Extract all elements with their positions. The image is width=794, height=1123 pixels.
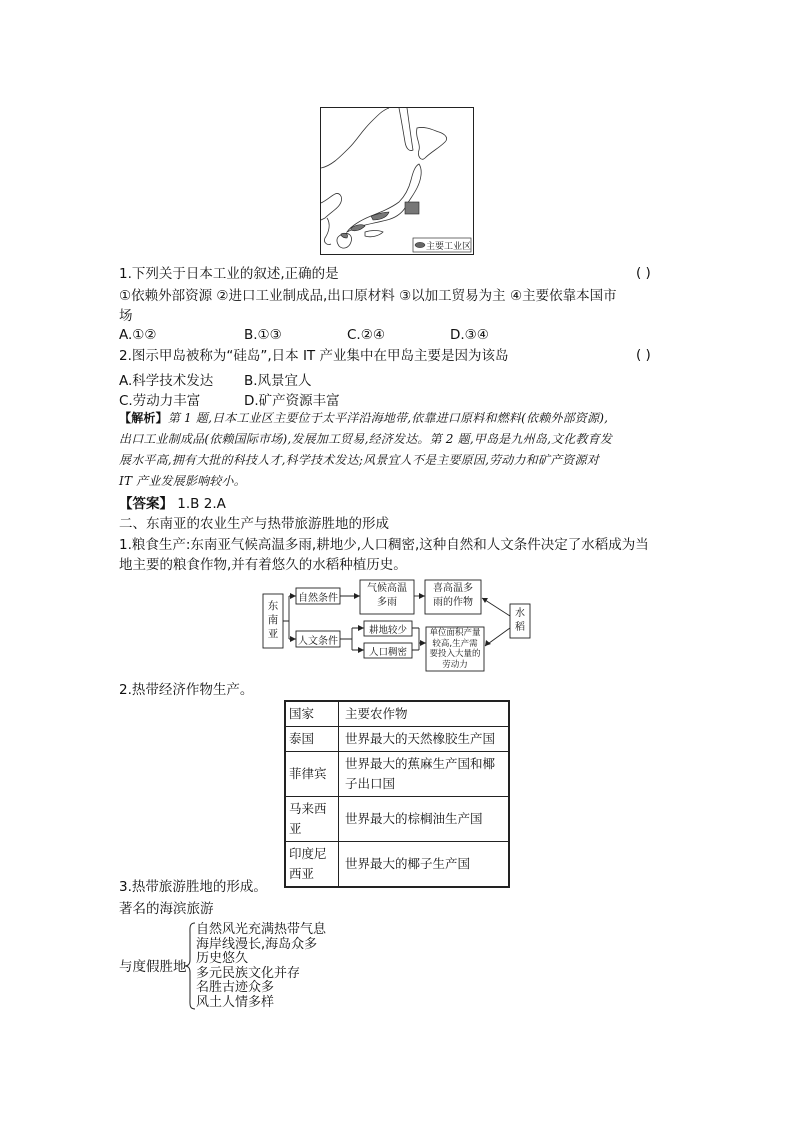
flow-human-conditions: 人文条件: [298, 636, 338, 647]
table-cell-crop: 世界最大的椰子生产国: [339, 842, 510, 888]
resort-feature-item: 多元民族文化并存: [196, 965, 301, 981]
resort-intro: 著名的海滨旅游: [119, 901, 214, 917]
q1-option-a: A.①②: [119, 327, 157, 343]
flow-land: 耕地较少: [368, 625, 407, 636]
flow-labor-line2: 较高,生产需: [432, 638, 478, 649]
flow-crop-line1: 喜高温多: [433, 583, 473, 594]
flow-region-char-1: 东: [267, 600, 279, 612]
japan-map: [320, 107, 474, 255]
table-header-row: [285, 701, 509, 727]
q2-option-d: D.矿产资源丰富: [244, 393, 340, 409]
q2-option-b: B.风景宜人: [244, 373, 312, 389]
flow-population: 人口稠密: [368, 647, 407, 658]
resort-features: [196, 923, 326, 1010]
flow-labor-line4: 劳动力: [442, 659, 468, 670]
flow-climate: [360, 582, 414, 610]
table-cell-country: 泰国: [285, 727, 339, 752]
resort-feature-item: 海岸线漫长,海岛众多: [196, 936, 318, 952]
table-row: [285, 752, 509, 797]
table-cell-country: 印度尼西亚: [285, 842, 339, 888]
flow-climate-line2: 多雨: [377, 597, 397, 608]
section2-p1-line1: 1.粮食生产:东南亚气候高温多雨,耕地少,人口稠密,这种自然和人文条件决定了水稻成为当: [119, 537, 649, 553]
resort-feature-item: 名胜古迹众多: [196, 980, 275, 995]
table-row: [285, 797, 509, 842]
flow-labor-line1: 单位面积产量: [429, 628, 481, 638]
analysis-line2: 出口工业制成品(依赖国际市场),发展加工贸易,经济发达。第 2 题,甲岛是九州岛,文化教育发: [119, 432, 613, 446]
flow-natural-conditions: 自然条件: [298, 593, 338, 604]
resort-brace: [184, 922, 196, 1010]
resort-feature-item: 风土人情多样: [196, 994, 275, 1010]
answer-line: [119, 495, 226, 513]
flow-rice-char-1: 水: [515, 608, 525, 619]
japan-map-drawing: [321, 108, 473, 254]
q2-option-c: C.劳动力丰富: [119, 393, 201, 409]
q1-stem: 1.下列关于日本工业的叙述,正确的是: [119, 266, 339, 282]
section2-p2: 2.热带经济作物生产。: [119, 682, 254, 698]
flow-labor: [426, 628, 484, 670]
flow-labor-line3: 要投入大量的: [429, 649, 481, 659]
flow-region-char-3: 亚: [267, 628, 279, 640]
table-cell-crop: 世界最大的蕉麻生产国和椰子出口国: [339, 752, 510, 797]
flow-rice-char-2: 稻: [515, 622, 525, 633]
table-header-crop: 主要农作物: [339, 701, 510, 727]
flow-crop-line2: 雨的作物: [433, 597, 473, 608]
table-cell-crop: 世界最大的天然橡胶生产国: [339, 727, 510, 752]
analysis-block: [119, 408, 679, 492]
q1-statements-line1: ①依赖外部资源 ②进口工业制成品,出口原材料 ③以加工贸易为主 ④主要依靠本国市: [119, 288, 617, 304]
table-row: [285, 727, 509, 752]
analysis-label: 【解析】: [119, 411, 168, 425]
section2-p1-line2: 地主要的粮食作物,并有着悠久的水稻种植历史。: [119, 557, 407, 573]
table-cell-crop: 世界最大的棕榈油生产国: [339, 797, 510, 842]
rice-flowchart: [262, 576, 532, 672]
table-cell-country: 菲律宾: [285, 752, 339, 797]
q1-statements-line2: 场: [119, 308, 133, 324]
flow-climate-line1: 气候高温: [367, 583, 407, 594]
q1-answer-paren: ( ): [636, 265, 651, 281]
section2-p3: 3.热带旅游胜地的形成。: [119, 879, 267, 895]
map-legend-label: 主要工业区: [426, 242, 472, 252]
flow-region-char-2: 南: [267, 614, 279, 626]
q1-option-c: C.②④: [347, 327, 385, 343]
answer-text: 1.B 2.A: [177, 496, 226, 512]
q2-answer-paren: ( ): [636, 347, 651, 363]
q1-option-b: B.①③: [244, 327, 282, 343]
table-header-country: 国家: [285, 701, 339, 727]
section2-heading: 二、东南亚的农业生产与热带旅游胜地的形成: [119, 516, 389, 532]
crops-table: [284, 700, 510, 888]
q2-option-a: A.科学技术发达: [119, 373, 214, 389]
flow-region: [265, 599, 281, 641]
flow-crop: [425, 582, 481, 610]
analysis-line1: 第 1 题,日本工业区主要位于太平洋沿海地带,依靠进口原料和燃料(依赖外部资源),: [167, 411, 609, 425]
answer-label: 【答案】: [119, 496, 173, 512]
table-row: [285, 842, 509, 888]
flow-rice: [511, 607, 529, 635]
resort-label: 与度假胜地: [119, 959, 187, 975]
analysis-line4: IT 产业发展影响较小。: [119, 474, 246, 488]
q1-option-d: D.③④: [450, 327, 489, 343]
industrial-area-legend-icon: [415, 242, 425, 247]
table-cell-country: 马来西亚: [285, 797, 339, 842]
analysis-line3: 展水平高,拥有大批的科技人才,科学技术发达;风景宜人不是主要原因,劳动力和矿产资源对: [119, 453, 599, 467]
resort-feature-item: 自然风光充满热带气息: [196, 922, 327, 937]
resort-feature-item: 历史悠久: [196, 951, 249, 966]
q2-stem: 2.图示甲岛被称为“硅岛”,日本 IT 产业集中在甲岛主要是因为该岛: [119, 348, 509, 364]
